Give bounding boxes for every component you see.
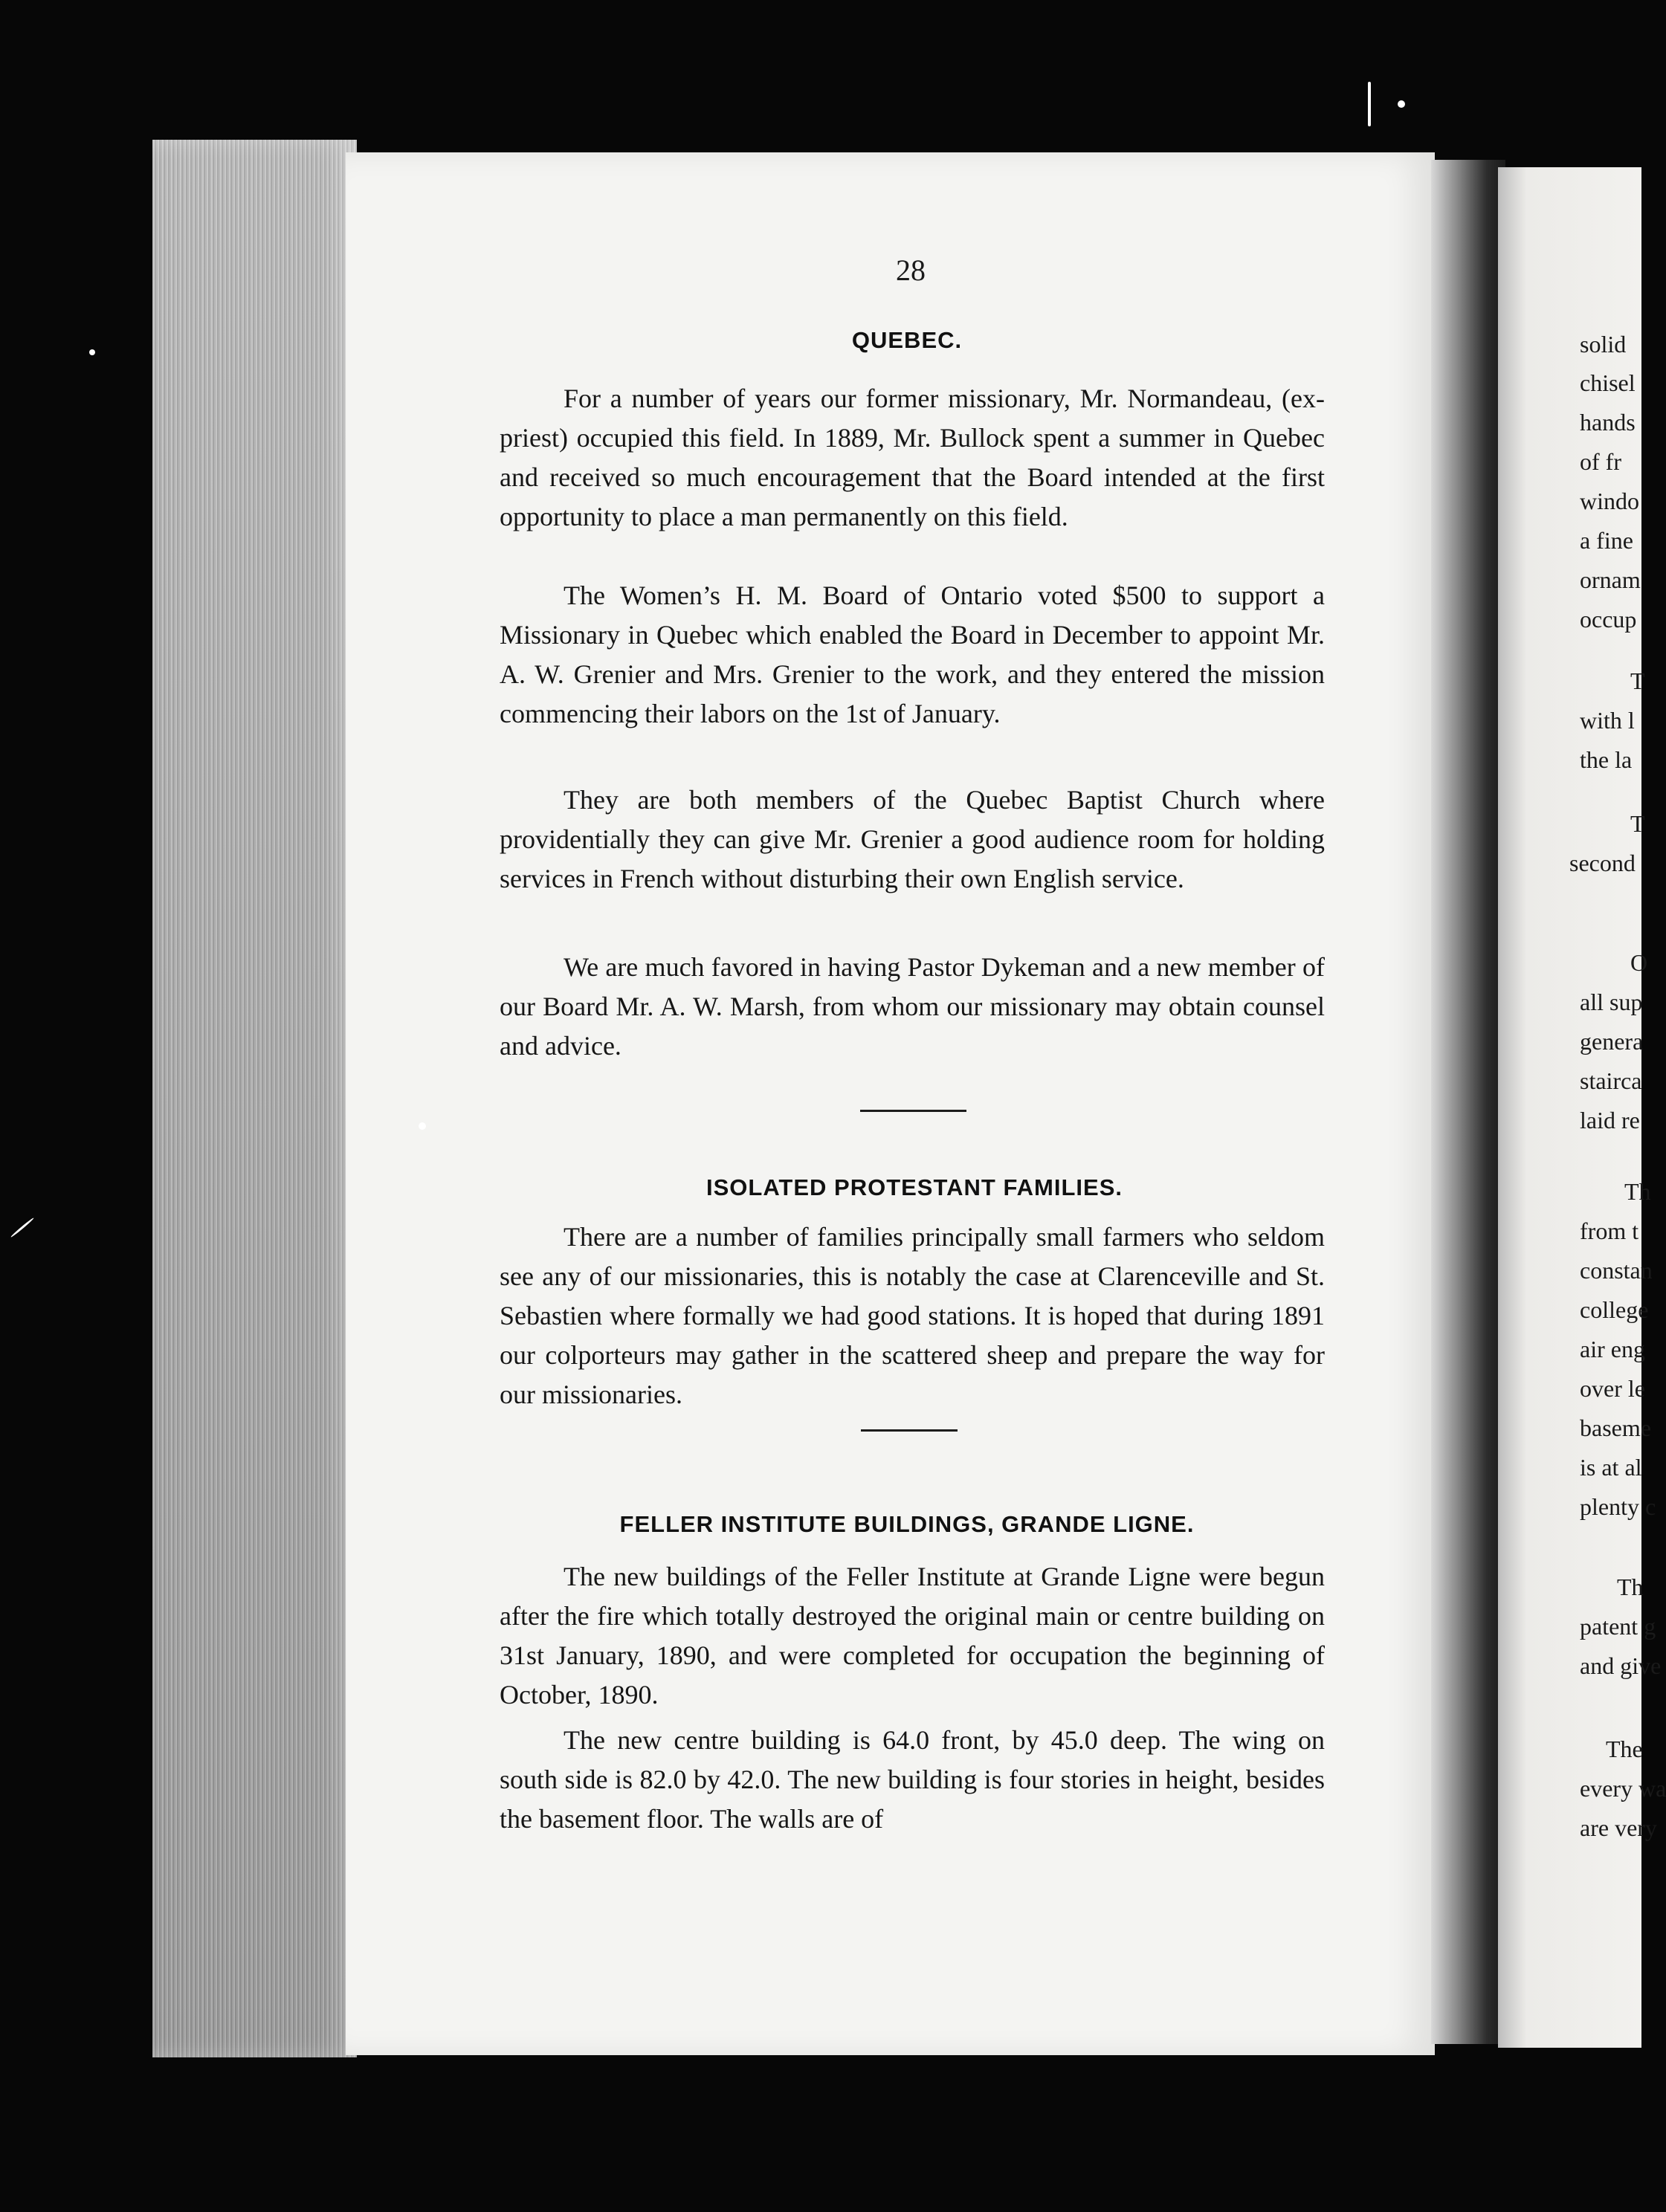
facing-line: all sup bbox=[1580, 989, 1643, 1015]
facing-line: the la bbox=[1580, 746, 1633, 773]
scan-speck bbox=[1368, 82, 1371, 126]
scan-speck bbox=[89, 349, 95, 355]
facing-line: baseme bbox=[1580, 1414, 1651, 1441]
facing-line: chisel bbox=[1580, 369, 1636, 396]
section-divider bbox=[860, 1110, 966, 1112]
facing-line: college bbox=[1580, 1296, 1649, 1323]
facing-line: genera bbox=[1580, 1028, 1644, 1055]
facing-line: of fr bbox=[1580, 448, 1621, 475]
facing-line: every wa bbox=[1580, 1775, 1666, 1802]
section-heading-quebec: QUEBEC. bbox=[851, 327, 963, 353]
facing-line: patent g bbox=[1580, 1613, 1656, 1640]
scan-speck bbox=[419, 1122, 426, 1130]
facing-line: The bbox=[1606, 1736, 1643, 1762]
facing-line: ornam bbox=[1580, 566, 1641, 593]
paragraph: The new buildings of the Feller Institute at Grande Ligne were begun after the fire which totally destroyed the original main or centre building on 31st January, 1890, and were completed for occupation the beginning of October, 1890. bbox=[500, 1562, 1325, 1710]
facing-line: from t bbox=[1580, 1217, 1639, 1244]
paragraph: For a number of years our former missionary, Mr. Normandeau, (ex-priest) occupied this field. In 1889, Mr. Bullock spent a summer in Quebec and received so much encouragement that the Board intended at the first opportunity to place a man permanently on this field. bbox=[500, 384, 1325, 531]
paragraph: There are a number of families principally small farmers who seldom see any of our missionaries, this is notably the case at Clarenceville and St. Sebastien where formally we had good stations. It is hoped that during 1891 our colporteurs may gather in the scattered sheep and prepare the way for our missionaries. bbox=[500, 1222, 1325, 1409]
facing-line: air eng bbox=[1580, 1336, 1645, 1362]
facing-line: hands bbox=[1580, 409, 1636, 436]
facing-line: and give bbox=[1580, 1652, 1662, 1679]
facing-line: T bbox=[1630, 667, 1645, 694]
section-heading-isolated-families: ISOLATED PROTESTANT FAMILIES. bbox=[706, 1174, 1123, 1200]
facing-line: with l bbox=[1580, 707, 1635, 734]
paragraph: The new centre building is 64.0 front, by 45.0 deep. The wing on south side is 82.0 by 42.0. The new building is four stories in height, besides the basement floor. The walls are of bbox=[500, 1725, 1325, 1834]
facing-line: plenty c bbox=[1580, 1493, 1656, 1520]
facing-line: are very bbox=[1580, 1814, 1657, 1841]
book-gutter bbox=[1431, 160, 1505, 2044]
facing-line: windo bbox=[1580, 488, 1639, 514]
facing-line: Th bbox=[1624, 1178, 1651, 1205]
facing-line: second bbox=[1569, 850, 1636, 876]
book-page-edges bbox=[152, 140, 357, 2057]
section-divider bbox=[861, 1429, 958, 1432]
facing-line: T bbox=[1630, 810, 1645, 837]
facing-line: laid re bbox=[1580, 1107, 1640, 1134]
facing-line: over le bbox=[1580, 1375, 1645, 1402]
facing-page bbox=[1498, 167, 1666, 2048]
facing-line: occup bbox=[1580, 606, 1637, 633]
scan-speck bbox=[10, 1217, 35, 1238]
section-heading-feller-institute: FELLER INSTITUTE BUILDINGS, GRANDE LIGNE. bbox=[619, 1511, 1195, 1537]
facing-line: a fine bbox=[1580, 527, 1633, 554]
facing-line: Th bbox=[1617, 1574, 1644, 1600]
page-number: 28 bbox=[896, 253, 926, 287]
facing-line: stairca bbox=[1580, 1067, 1642, 1094]
paragraph: We are much favored in having Pastor Dykeman and a new member of our Board Mr. A. W. Marsh, from whom our missionary may obtain counsel and advice. bbox=[500, 952, 1325, 1061]
paragraph: They are both members of the Quebec Baptist Church where providentially they can give Mr. Grenier a good audience room for holding services in French without disturbing their own English service. bbox=[500, 785, 1325, 893]
facing-line: constan bbox=[1580, 1257, 1653, 1284]
scan-speck bbox=[1398, 100, 1405, 108]
facing-line: is at al bbox=[1580, 1454, 1642, 1481]
facing-line: solid bbox=[1580, 331, 1627, 358]
facing-line: O bbox=[1630, 949, 1648, 976]
paragraph: The Women’s H. M. Board of Ontario voted $500 to support a Missionary in Quebec which enabled the Board in December to appoint Mr. A. W. Grenier and Mrs. Grenier to the work, and they entered the mission commencing their labors on the 1st of January. bbox=[500, 581, 1325, 728]
